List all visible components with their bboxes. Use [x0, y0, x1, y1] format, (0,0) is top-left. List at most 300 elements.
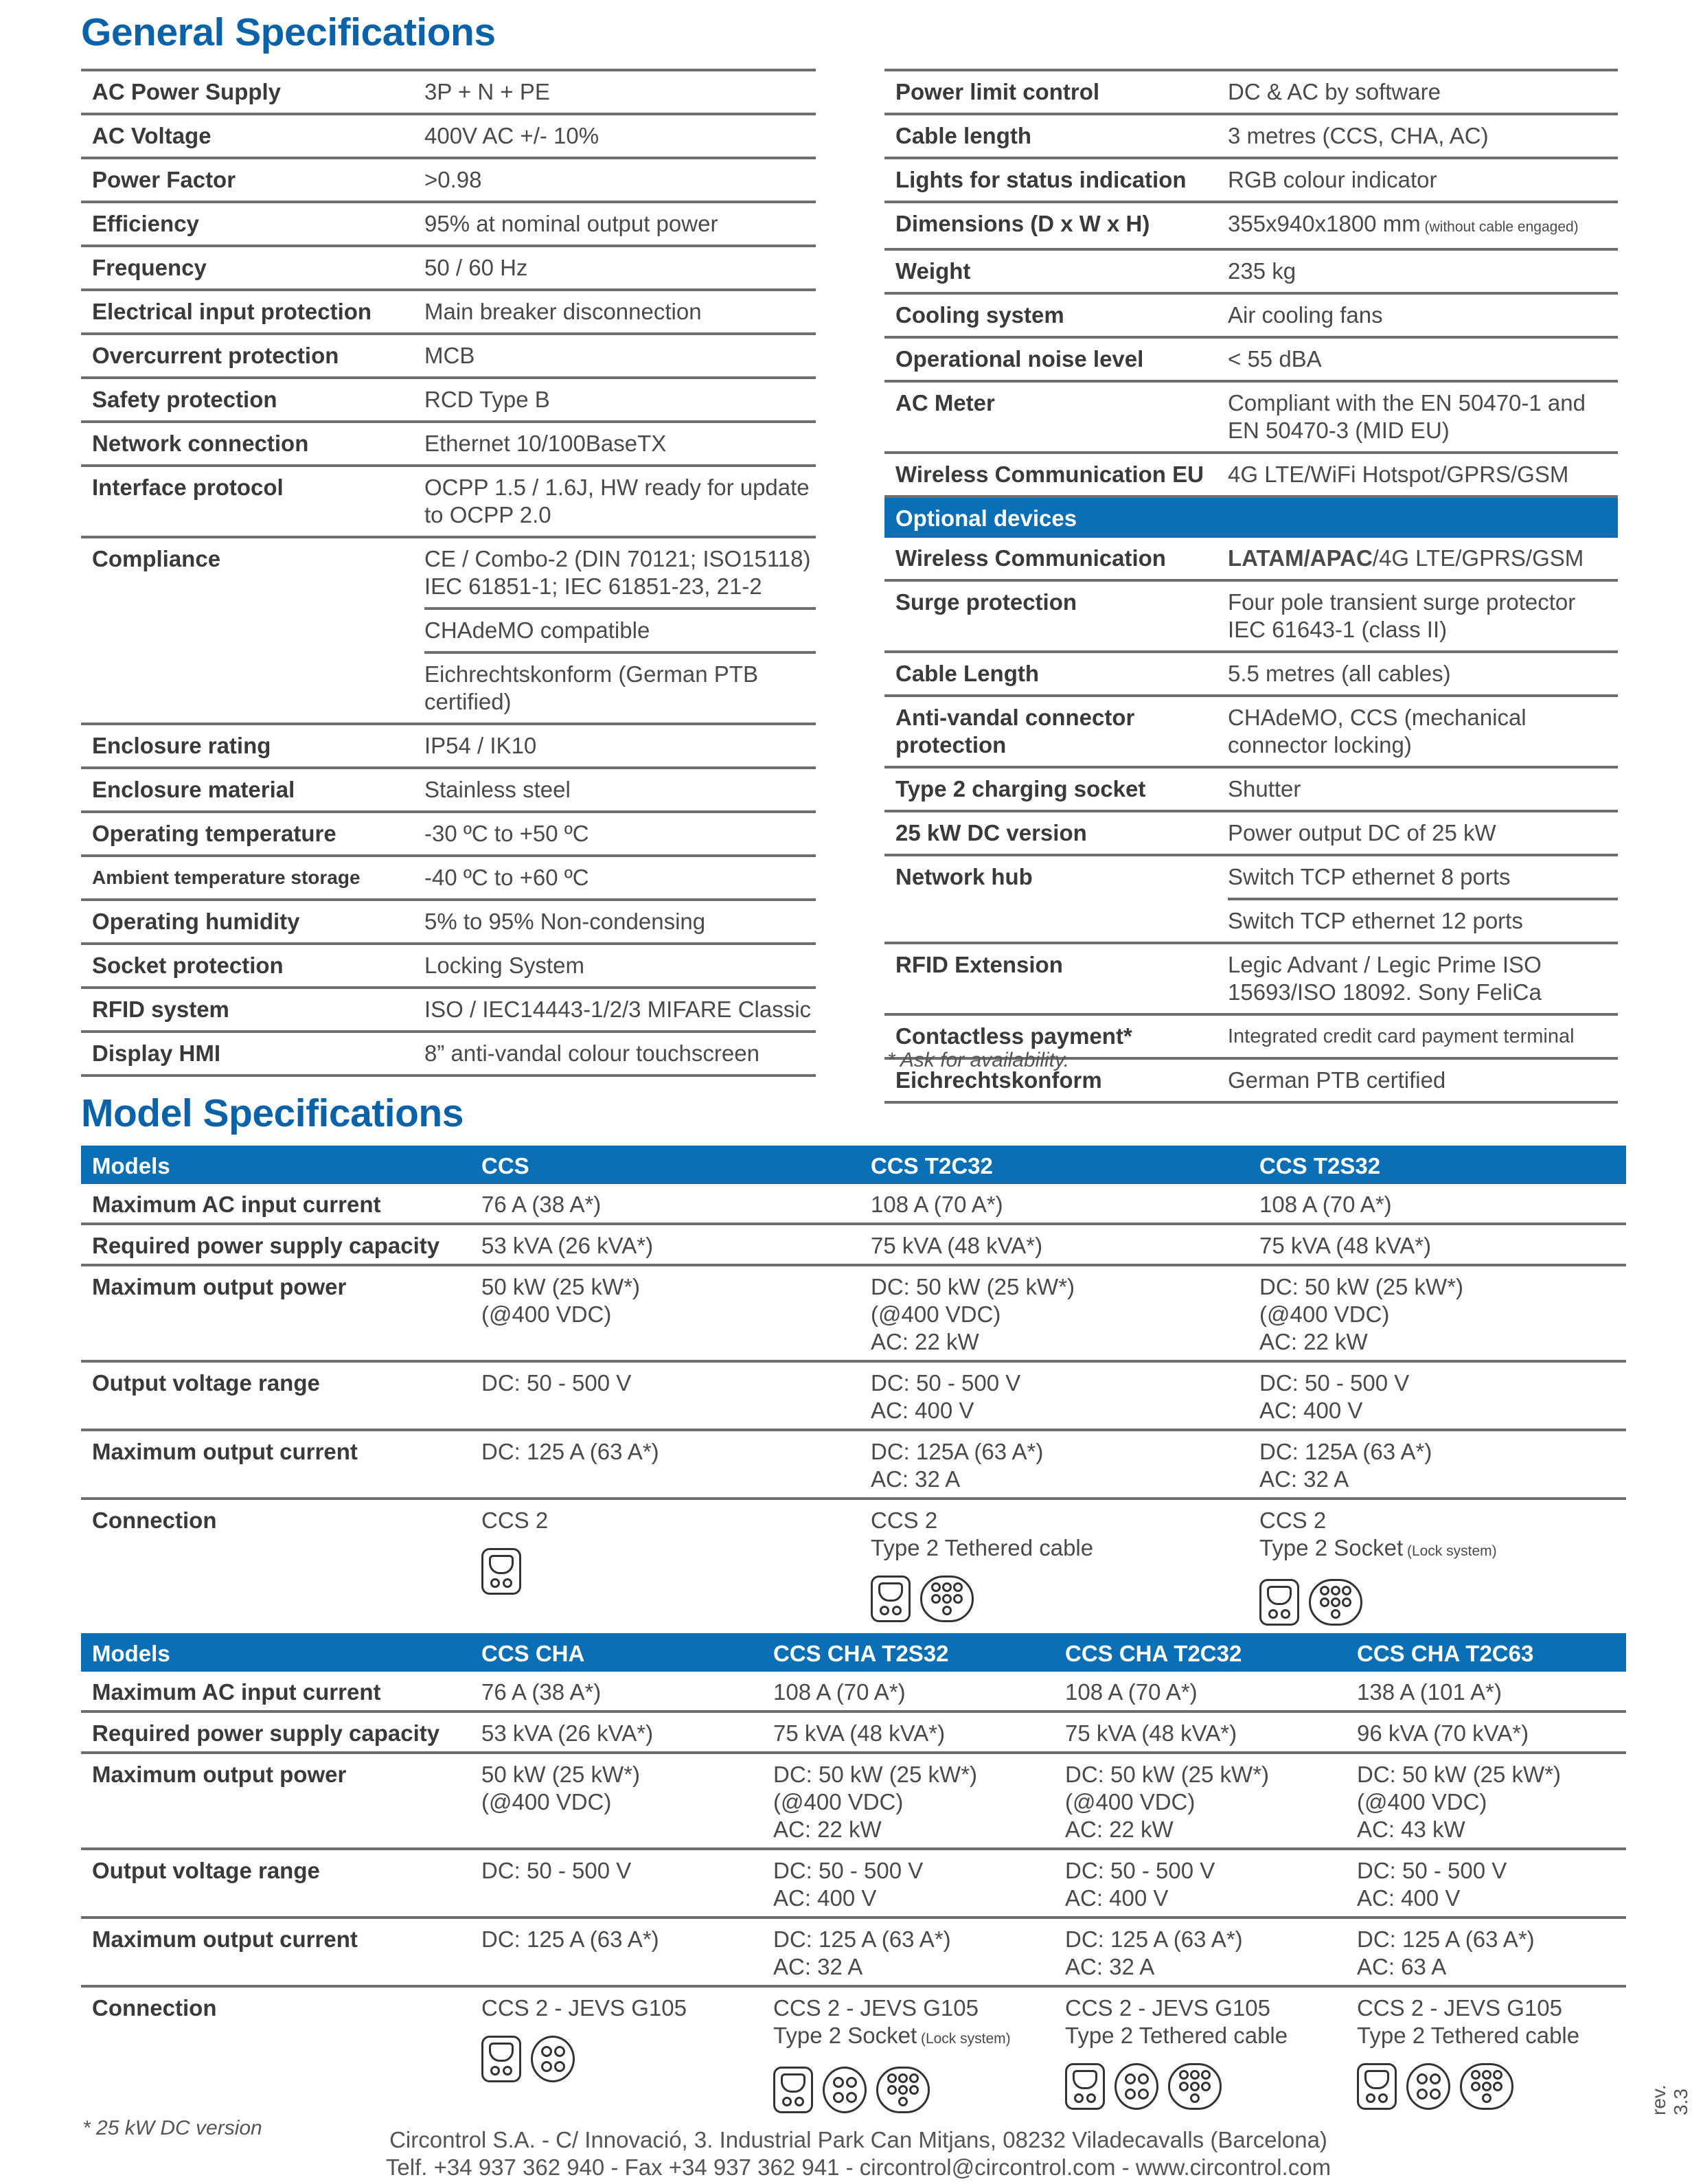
- connector-icons: [1065, 2063, 1346, 2110]
- right-spec-row: [884, 295, 1618, 339]
- model-cell: [1248, 1430, 1626, 1499]
- cell-line: DC: 50 - 500 V: [1065, 1858, 1215, 1883]
- optional-devices-header: Optional devices: [895, 505, 1077, 531]
- model-cell: [470, 1849, 762, 1918]
- right-spec-value: [1228, 71, 1618, 113]
- model-cell: [1248, 1361, 1626, 1430]
- left-spec-row: [81, 467, 816, 538]
- right-spec-value: [1228, 944, 1618, 1013]
- model-row-label: [81, 1184, 470, 1224]
- model-header-cell: CCS T2S32: [1248, 1146, 1626, 1184]
- cell-line: Maximum output power: [92, 1762, 347, 1787]
- pin: [1179, 2082, 1189, 2091]
- pin: [1138, 2073, 1149, 2084]
- cell-line: (@400 VDC): [773, 1789, 904, 1815]
- right-spec-row: [884, 383, 1618, 454]
- pin: [898, 2073, 908, 2083]
- cell-line: AC: 63 A: [1357, 1954, 1447, 1979]
- model-table-2: [81, 1633, 1626, 2116]
- model-cell: [762, 1672, 1054, 1711]
- pin: [1493, 2070, 1502, 2080]
- pin: [953, 1594, 963, 1604]
- left-spec-row: [81, 71, 816, 115]
- cell-line: Required power supply capacity: [92, 1233, 440, 1258]
- right-spec-text: Compliant with the EN 50470-1 and EN 50470-3 (MID EU): [1228, 390, 1586, 443]
- left-spec-label: AC Power Supply: [92, 79, 282, 104]
- left-spec-row: [81, 159, 816, 203]
- left-spec-label: Efficiency: [92, 211, 199, 236]
- model-cell: [470, 1711, 762, 1753]
- cell-line: CCS 2 - JEVS G105: [1357, 1995, 1562, 2021]
- cell-line: Required power supply capacity: [92, 1720, 440, 1746]
- right-spec-label: Eichrechtskonform: [895, 1067, 1102, 1093]
- cell-line: Type 2 Tethered cable: [871, 1535, 1094, 1560]
- model-row: [81, 1849, 1626, 1918]
- cell-line: AC: 400 V: [773, 1885, 877, 1911]
- left-spec-subvalue: CE / Combo-2 (DIN 70121; ISO15118) IEC 61851-1; IEC 61851-23, 21-2: [424, 538, 816, 610]
- cell-line: 76 A (38 A*): [481, 1679, 602, 1705]
- model-cell: [1054, 1849, 1346, 1918]
- right-spec-text: RGB colour indicator: [1228, 167, 1437, 192]
- right-spec-value: [1228, 454, 1618, 495]
- model-cell: [860, 1224, 1248, 1265]
- pin: [1138, 2089, 1149, 2100]
- cell-line: CCS 2 - JEVS G105: [1065, 1995, 1270, 2021]
- model-row-label: [81, 1224, 470, 1265]
- type2-plug-icon: [876, 2067, 930, 2113]
- cell-line: Connection: [92, 1995, 217, 2021]
- right-spec-label: Cable length: [895, 123, 1032, 148]
- cell-line: DC: 50 kW (25 kW*): [773, 1762, 978, 1787]
- cell-line: 75 kVA (48 kVA*): [871, 1233, 1043, 1258]
- right-spec-label: Type 2 charging socket: [895, 776, 1146, 801]
- right-spec-row: [884, 538, 1618, 582]
- right-spec-row: [884, 944, 1618, 1016]
- model-cell: [860, 1499, 1248, 1628]
- model-cell: [1346, 1711, 1626, 1753]
- model-row: [81, 1672, 1626, 1711]
- cell-line: 75 kVA (48 kVA*): [1259, 1233, 1432, 1258]
- model-cell: [1054, 1753, 1346, 1849]
- left-spec-value: [424, 1033, 816, 1074]
- pin: [942, 1594, 952, 1604]
- model-row-label: [81, 1711, 470, 1753]
- pin: [1471, 2070, 1481, 2080]
- connector-icons: [481, 2036, 762, 2082]
- cell-line: DC: 50 - 500 V: [1357, 1858, 1507, 1883]
- right-spec-value: [1228, 653, 1618, 694]
- right-spec-label: RFID Extension: [895, 952, 1063, 977]
- left-spec-text: RCD Type B: [424, 387, 550, 412]
- left-spec-subvalue: Eichrechtskonform (German PTB certified): [424, 661, 758, 714]
- pin: [1320, 1586, 1329, 1595]
- model-cell: [1346, 1753, 1626, 1849]
- left-spec-text: Stainless steel: [424, 777, 571, 802]
- ccs2-top: [878, 1582, 903, 1602]
- ccs2-top: [1267, 1586, 1292, 1605]
- cell-line: DC: 125 A (63 A*): [481, 1439, 659, 1464]
- pin: [880, 1606, 889, 1615]
- right-spec-label: Anti-vandal connector protection: [895, 705, 1135, 758]
- left-spec-row: [81, 379, 816, 423]
- ccs2-plug-icon: [773, 2067, 813, 2113]
- chademo-plug-icon: [823, 2067, 867, 2113]
- cell-line: AC: 400 V: [1357, 1885, 1461, 1911]
- cell-line: 108 A (70 A*): [1259, 1192, 1392, 1217]
- left-spec-row: [81, 989, 816, 1033]
- model-cell: [470, 1753, 762, 1849]
- left-spec-row: [81, 538, 816, 725]
- pin: [898, 2097, 908, 2106]
- pin: [1342, 1597, 1351, 1607]
- model-row-label: [81, 1265, 470, 1361]
- left-spec-text: 95% at nominal output power: [424, 211, 718, 236]
- connector-icons: [1259, 1579, 1626, 1626]
- cell-line: Maximum AC input current: [92, 1679, 381, 1705]
- cell-line: Maximum AC input current: [92, 1192, 381, 1217]
- right-spec-value: [1228, 159, 1618, 201]
- type2-plug-icon: [920, 1576, 974, 1622]
- connector-icons: [773, 2067, 1054, 2113]
- ccs2-plug-icon: [1357, 2063, 1397, 2110]
- pin: [1331, 1609, 1340, 1619]
- left-spec-label: RFID system: [92, 997, 229, 1022]
- lock-note: (Lock system): [1403, 1543, 1497, 1559]
- left-spec-label: Interface protocol: [92, 475, 284, 500]
- left-spec-value: [424, 945, 816, 986]
- model-header-cell: Models: [81, 1146, 470, 1184]
- model-header-cell: CCS CHA T2C32: [1054, 1633, 1346, 1672]
- pin: [909, 2073, 919, 2083]
- cell-line: CCS 2: [481, 1508, 549, 1533]
- ccs2-plug-icon: [1259, 1579, 1299, 1626]
- model-cell: [1248, 1265, 1626, 1361]
- model-row: [81, 1265, 1626, 1361]
- cell-line: DC: 50 kW (25 kW*): [871, 1274, 1075, 1299]
- right-spec-row: [884, 454, 1618, 498]
- ccs2-top: [1073, 2070, 1097, 2089]
- cell-line: 75 kVA (48 kVA*): [773, 1720, 946, 1746]
- left-spec-text: -30 ºC to +50 ºC: [424, 821, 589, 846]
- model-row: [81, 1499, 1626, 1628]
- ccs2-plug-icon: [871, 1576, 911, 1622]
- cell-line: CCS 2: [1259, 1508, 1327, 1533]
- pin: [1125, 2089, 1136, 2100]
- pin: [942, 1582, 952, 1592]
- model-cell: [1054, 1672, 1346, 1711]
- model-row-label: [81, 1361, 470, 1430]
- left-spec-value: [424, 159, 816, 201]
- cell-line: (@400 VDC): [481, 1301, 612, 1327]
- model-header-cell: CCS T2C32: [860, 1146, 1248, 1184]
- cell-line: Maximum output current: [92, 1439, 358, 1464]
- model-row: [81, 1361, 1626, 1430]
- right-spec-text: DC & AC by software: [1228, 79, 1441, 104]
- model-cell: [762, 1849, 1054, 1918]
- pin: [503, 2066, 512, 2075]
- pin: [1331, 1597, 1340, 1607]
- bold-region: LATAM/APAC: [1228, 545, 1373, 571]
- left-spec-label: Display HMI: [92, 1040, 221, 1066]
- footer-address: Circontrol S.A. - C/ Innovació, 3. Industrial Park Can Mitjans, 08232 Viladecavalls (Barcelona): [389, 2127, 1327, 2152]
- pin: [1190, 2082, 1200, 2091]
- left-spec-row: [81, 769, 816, 813]
- cell-line: (@400 VDC): [1259, 1301, 1390, 1327]
- ccs2-top: [1364, 2070, 1389, 2089]
- pin: [1493, 2082, 1502, 2091]
- model-cell: [470, 1986, 762, 2116]
- cell-line: 76 A (38 A*): [481, 1192, 602, 1217]
- model-cell: [470, 1430, 860, 1499]
- left-spec-value: [424, 203, 816, 244]
- model-cell: [470, 1672, 762, 1711]
- left-spec-label: AC Voltage: [92, 123, 212, 148]
- type2-plug-icon: [1460, 2063, 1513, 2110]
- left-spec-row: [81, 1033, 816, 1077]
- left-spec-label: Compliance: [92, 546, 221, 571]
- cell-line: 50 kW (25 kW*): [481, 1762, 641, 1787]
- right-spec-value: [1228, 295, 1618, 336]
- type2-plug-icon: [1309, 1579, 1362, 1626]
- left-spec-value: [424, 467, 816, 536]
- pin: [795, 2097, 804, 2106]
- right-spec-label: Cable Length: [895, 661, 1040, 686]
- right-spec-label: Power limit control: [895, 79, 1100, 104]
- cell-line: AC: 22 kW: [1065, 1817, 1174, 1842]
- pin: [1281, 1609, 1290, 1619]
- model-header-cell: CCS CHA T2S32: [762, 1633, 1054, 1672]
- model-row: [81, 1224, 1626, 1265]
- right-spec-row: [884, 812, 1618, 856]
- chademo-plug-icon: [531, 2036, 575, 2082]
- model-cell: [762, 1986, 1054, 2116]
- pin: [931, 1582, 941, 1592]
- left-spec-row: [81, 901, 816, 945]
- connector-icons: [871, 1576, 1248, 1622]
- left-spec-label: Enclosure rating: [92, 733, 271, 758]
- model-table-1: [81, 1146, 1626, 1628]
- left-spec-text: Ethernet 10/100BaseTX: [424, 431, 667, 456]
- left-spec-text: Locking System: [424, 953, 584, 978]
- right-spec-text: CHAdeMO, CCS (mechanical connector locking): [1228, 705, 1527, 758]
- model-cell: [1346, 1986, 1626, 2116]
- pin: [541, 2061, 552, 2072]
- left-spec-value: [424, 538, 816, 723]
- ccs2-bottom: [1074, 2093, 1096, 2103]
- right-spec-value: [1228, 383, 1618, 451]
- left-spec-row: [81, 247, 816, 291]
- right-spec-row: [884, 856, 1618, 944]
- right-spec-text: 3 metres (CCS, CHA, AC): [1228, 123, 1489, 148]
- left-spec-text: -40 ºC to +60 ºC: [424, 865, 589, 890]
- left-spec-value: [424, 71, 816, 113]
- pin: [1430, 2089, 1441, 2100]
- model-row: [81, 1918, 1626, 1986]
- right-spec-text: Shutter: [1228, 776, 1301, 801]
- cell-line: DC: 50 - 500 V: [481, 1370, 632, 1396]
- pin: [931, 1594, 941, 1604]
- left-spec-value: [424, 335, 816, 376]
- cell-line: Type 2 Socket (Lock system): [1259, 1535, 1497, 1560]
- cell-line: 138 A (101 A*): [1357, 1679, 1502, 1705]
- cell-line: AC: 32 A: [773, 1954, 863, 1979]
- left-spec-text: ISO / IEC14443-1/2/3 MIFARE Classic: [424, 997, 812, 1022]
- model-cell: [1054, 1986, 1346, 2116]
- model-cell: [1346, 1849, 1626, 1918]
- right-spec-text: Four pole transient surge protector IEC 61643-1 (class II): [1228, 589, 1576, 642]
- models-header-row: [81, 1146, 1626, 1184]
- ccs2-top: [489, 2043, 514, 2062]
- model-cell: [1346, 1672, 1626, 1711]
- model-cell: [860, 1265, 1248, 1361]
- left-spec-row: [81, 335, 816, 379]
- right-spec-label: 25 kW DC version: [895, 820, 1087, 845]
- pin: [942, 1606, 952, 1615]
- pin: [1482, 2070, 1491, 2080]
- footer: [371, 2126, 1346, 2181]
- right-spec-text: LATAM/APAC/4G LTE/GPRS/GSM: [1228, 545, 1584, 571]
- right-spec-value: [1228, 538, 1618, 579]
- right-spec-row: [884, 71, 1618, 115]
- pin: [503, 1578, 512, 1588]
- pin: [554, 2061, 565, 2072]
- ccs2-bottom: [1268, 1609, 1290, 1619]
- model-cell: [762, 1918, 1054, 1986]
- revision: rev. 3.3: [1648, 2084, 1691, 2115]
- right-spec-row: [884, 653, 1618, 697]
- model-cell: [1248, 1499, 1626, 1628]
- type2-plug-icon: [1168, 2063, 1222, 2110]
- pin: [887, 2073, 897, 2083]
- pin: [1417, 2089, 1428, 2100]
- left-spec-text: MCB: [424, 343, 475, 368]
- ccs2-top: [781, 2073, 805, 2093]
- pin: [909, 2085, 919, 2095]
- right-spec-text: German PTB certified: [1228, 1067, 1446, 1093]
- model-cell: [1054, 1918, 1346, 1986]
- right-spec-row: [884, 159, 1618, 203]
- pin: [833, 2092, 844, 2103]
- right-spec-label: Wireless Communication: [895, 545, 1166, 571]
- right-spec-value: [1228, 697, 1618, 766]
- left-spec-value: [424, 247, 816, 288]
- model-cell: [860, 1430, 1248, 1499]
- pin: [782, 2097, 792, 2106]
- cell-line: CCS 2 - JEVS G105: [773, 1995, 979, 2021]
- right-spec-row: [884, 251, 1618, 295]
- model-cell: [860, 1361, 1248, 1430]
- dimension-note: (without cable engaged): [1420, 219, 1579, 235]
- model-cell: [1248, 1224, 1626, 1265]
- pin: [953, 1582, 963, 1592]
- pin: [1320, 1597, 1329, 1607]
- cell-line: 108 A (70 A*): [1065, 1679, 1198, 1705]
- cell-line: DC: 125 A (63 A*): [1357, 1926, 1535, 1952]
- model-header-cell: CCS CHA T2C63: [1346, 1633, 1626, 1672]
- cell-line: (@400 VDC): [481, 1789, 612, 1815]
- left-spec-label: Socket protection: [92, 953, 284, 978]
- pin: [1190, 2070, 1200, 2080]
- model-cell: [470, 1265, 860, 1361]
- left-spec-label: Enclosure material: [92, 777, 295, 802]
- pin: [898, 2085, 908, 2095]
- connector-icons: [1357, 2063, 1626, 2110]
- right-spec-value: [1228, 1060, 1618, 1101]
- model-row: [81, 1986, 1626, 2116]
- ccs2-top: [489, 1555, 514, 1574]
- right-spec-value: [1228, 769, 1618, 810]
- ccs2-plug-icon: [481, 1548, 521, 1595]
- right-spec-row: [884, 769, 1618, 812]
- cell-line: DC: 50 - 500 V: [481, 1858, 632, 1883]
- model-header-cell: CCS: [470, 1146, 860, 1184]
- pin: [887, 2085, 897, 2095]
- left-spec-value: [424, 989, 816, 1030]
- right-spec-row: [884, 203, 1618, 251]
- left-spec-value: [424, 769, 816, 810]
- pin: [1331, 1586, 1340, 1595]
- right-spec-label: Lights for status indication: [895, 167, 1187, 192]
- model-header-cell: Models: [81, 1633, 470, 1672]
- chademo-plug-icon: [1115, 2063, 1158, 2110]
- cell-line: Type 2 Tethered cable: [1065, 2023, 1288, 2048]
- left-spec-value: [424, 813, 816, 854]
- pin: [1125, 2073, 1136, 2084]
- model-cell: [470, 1918, 762, 1986]
- right-spec-label: Weight: [895, 258, 971, 284]
- ccs2-plug-icon: [481, 2036, 521, 2082]
- general-title: General Specifications: [81, 10, 496, 54]
- right-spec-value: [1228, 1016, 1618, 1057]
- pin: [1190, 2093, 1200, 2103]
- cell-line: (@400 VDC): [1065, 1789, 1196, 1815]
- cell-line: DC: 125 A (63 A*): [1065, 1926, 1243, 1952]
- chademo-plug-icon: [1406, 2063, 1450, 2110]
- cell-line: DC: 50 kW (25 kW*): [1065, 1762, 1270, 1787]
- general-right-table: [884, 69, 1618, 1104]
- cell-line: AC: 32 A: [1065, 1954, 1155, 1979]
- right-spec-label: Cooling system: [895, 302, 1064, 328]
- model-cell: [470, 1361, 860, 1430]
- pin: [1482, 2082, 1491, 2091]
- pin: [554, 2046, 565, 2057]
- availability-note: * Ask for availability.: [887, 1049, 1070, 1071]
- left-spec-text: >0.98: [424, 167, 482, 192]
- left-spec-value: [424, 423, 816, 464]
- cell-line: Maximum output power: [92, 1274, 347, 1299]
- pin: [833, 2077, 844, 2088]
- header-spacer: [1228, 498, 1618, 538]
- pin: [1342, 1586, 1351, 1595]
- pin: [490, 1578, 500, 1588]
- cell-line: Output voltage range: [92, 1858, 320, 1883]
- right-spec-value: [1228, 582, 1618, 650]
- cell-line: AC: 22 kW: [773, 1817, 882, 1842]
- model-row-label: [81, 1986, 470, 2116]
- model-row-label: [81, 1849, 470, 1918]
- model-header-cell: CCS CHA: [470, 1633, 762, 1672]
- left-spec-label: Frequency: [92, 255, 207, 280]
- model-row: [81, 1711, 1626, 1753]
- left-spec-label: Overcurrent protection: [92, 343, 339, 368]
- cell-line: 108 A (70 A*): [773, 1679, 906, 1705]
- right-spec-text: 355x940x1800 mm (without cable engaged): [1228, 211, 1579, 236]
- left-spec-value: [424, 291, 816, 332]
- left-spec-label: Operating temperature: [92, 821, 336, 846]
- lock-note: (Lock system): [917, 2031, 1011, 2047]
- left-spec-label: Operating humidity: [92, 909, 300, 934]
- pin: [1086, 2093, 1096, 2103]
